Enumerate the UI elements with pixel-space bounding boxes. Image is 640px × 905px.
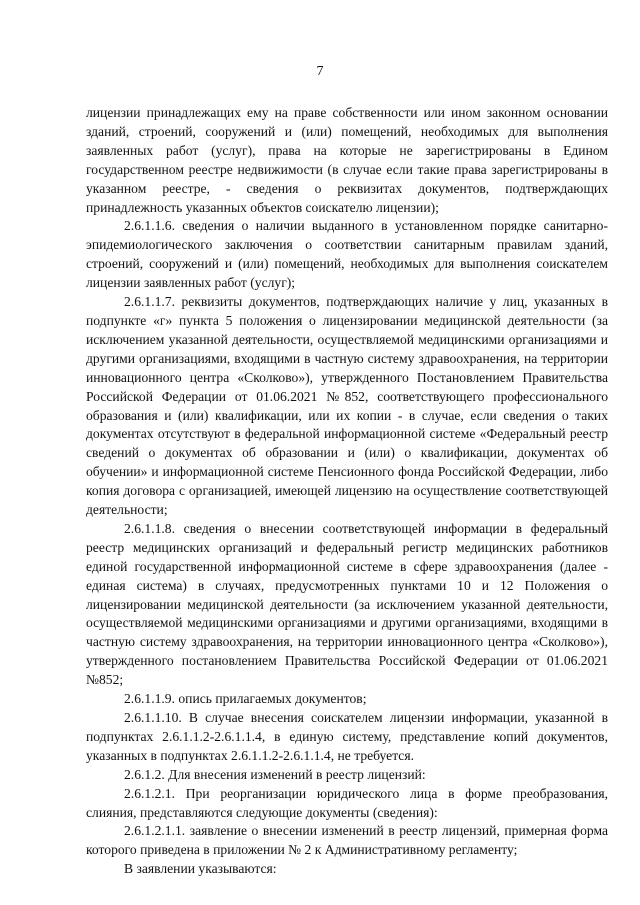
paragraph-2-6-1-1-10: 2.6.1.1.10. В случае внесения соискателем лицензии информации, указанной в подпунктах 2.6.1.1.2-2.6.1.1.4, в единую систему, представление копий документов, указанных в подпунктах 2.6.1.1.2-2.6.1.1.4, не требуется. <box>86 710 608 763</box>
document-body <box>86 104 608 879</box>
paragraph-2-6-1-1-7: 2.6.1.1.7. реквизиты документов, подтверждающих наличие у лиц, указанных в подпункте «г» пункта 5 положения о лицензировании медицинской деятельности (за исключением указанной деятельности, осуществляемой медицинскими организациями и другими организациями, входящими в частную систему здравоохранения, на территории инновационного центра «Сколково»), утвержденного Постановлением Правительства Российской Федерации от 01.06.2021 №852, соответствующего профессионального образования и (или) квалификации, или их копии - в случае, если сведения о таких документах отсутствуют в федеральной информационной системе «Федеральный реестр сведений о документах об образовании и (или) о квалификации, документах об обучении» и информационной системе Пенсионного фонда Российской Федерации, либо копия договора с организацией, имеющей лицензию на осуществление соответствующей деятельности; <box>86 294 608 518</box>
paragraph-2-6-1-1-6: 2.6.1.1.6. сведения о наличии выданного в установленном порядке санитарно-эпидемиологического заключения о соответствии санитарным правилам зданий, строений, сооружений и (или) помещений, необходимых для выполнения соискателем лицензии заявленных работ (услуг); <box>86 218 608 291</box>
page-number: 7 <box>316 64 324 79</box>
paragraph-2-6-1-1-8: 2.6.1.1.8. сведения о внесении соответствующей информации в федеральный реестр медицинских организаций и федеральный регистр медицинских работников единой государственной информационной системе в сфере здравоохранения (далее - единая система) в случаях, предусмотренных пунктами 10 и 12 Положения о лицензировании медицинской деятельности (за исключением указанной деятельности, осуществляемой медицинскими организациями и другими организациями, входящими в частную систему здравоохранения, на территории инновационного центра «Сколково»), утвержденного постановлением Правительства Российской Федерации от 01.06.2021 №852; <box>86 520 608 688</box>
paragraph-application-fields-intro: В заявлении указываются: <box>124 861 277 877</box>
paragraph-2-6-1-1-9: 2.6.1.1.9. опись прилагаемых документов; <box>124 691 367 707</box>
paragraph-continuation: лицензии принадлежащих ему на праве собственности или ином законном основании зданий, строений, сооружений и (или) помещений, необходимых для выполнения заявленных работ (услуг), права на которые не зарегистрированы в Едином государственном реестре недвижимости (в случае если такие права зарегистрированы в указанном реестре, - сведения о реквизитах документов, подтверждающих принадлежность указанных объектов соискателю лицензии); <box>86 105 608 215</box>
paragraph-2-6-1-2-1: 2.6.1.2.1. При реорганизации юридического лица в форме преобразования, слияния, представляются следующие документы (сведения): <box>86 785 608 820</box>
paragraph-2-6-1-2-1-1: 2.6.1.2.1.1. заявление о внесении изменений в реестр лицензий, примерная форма которого приведена в приложении № 2 к Административному регламенту; <box>86 823 608 858</box>
paragraph-2-6-1-2: 2.6.1.2. Для внесения изменений в реестр лицензий: <box>124 766 426 782</box>
